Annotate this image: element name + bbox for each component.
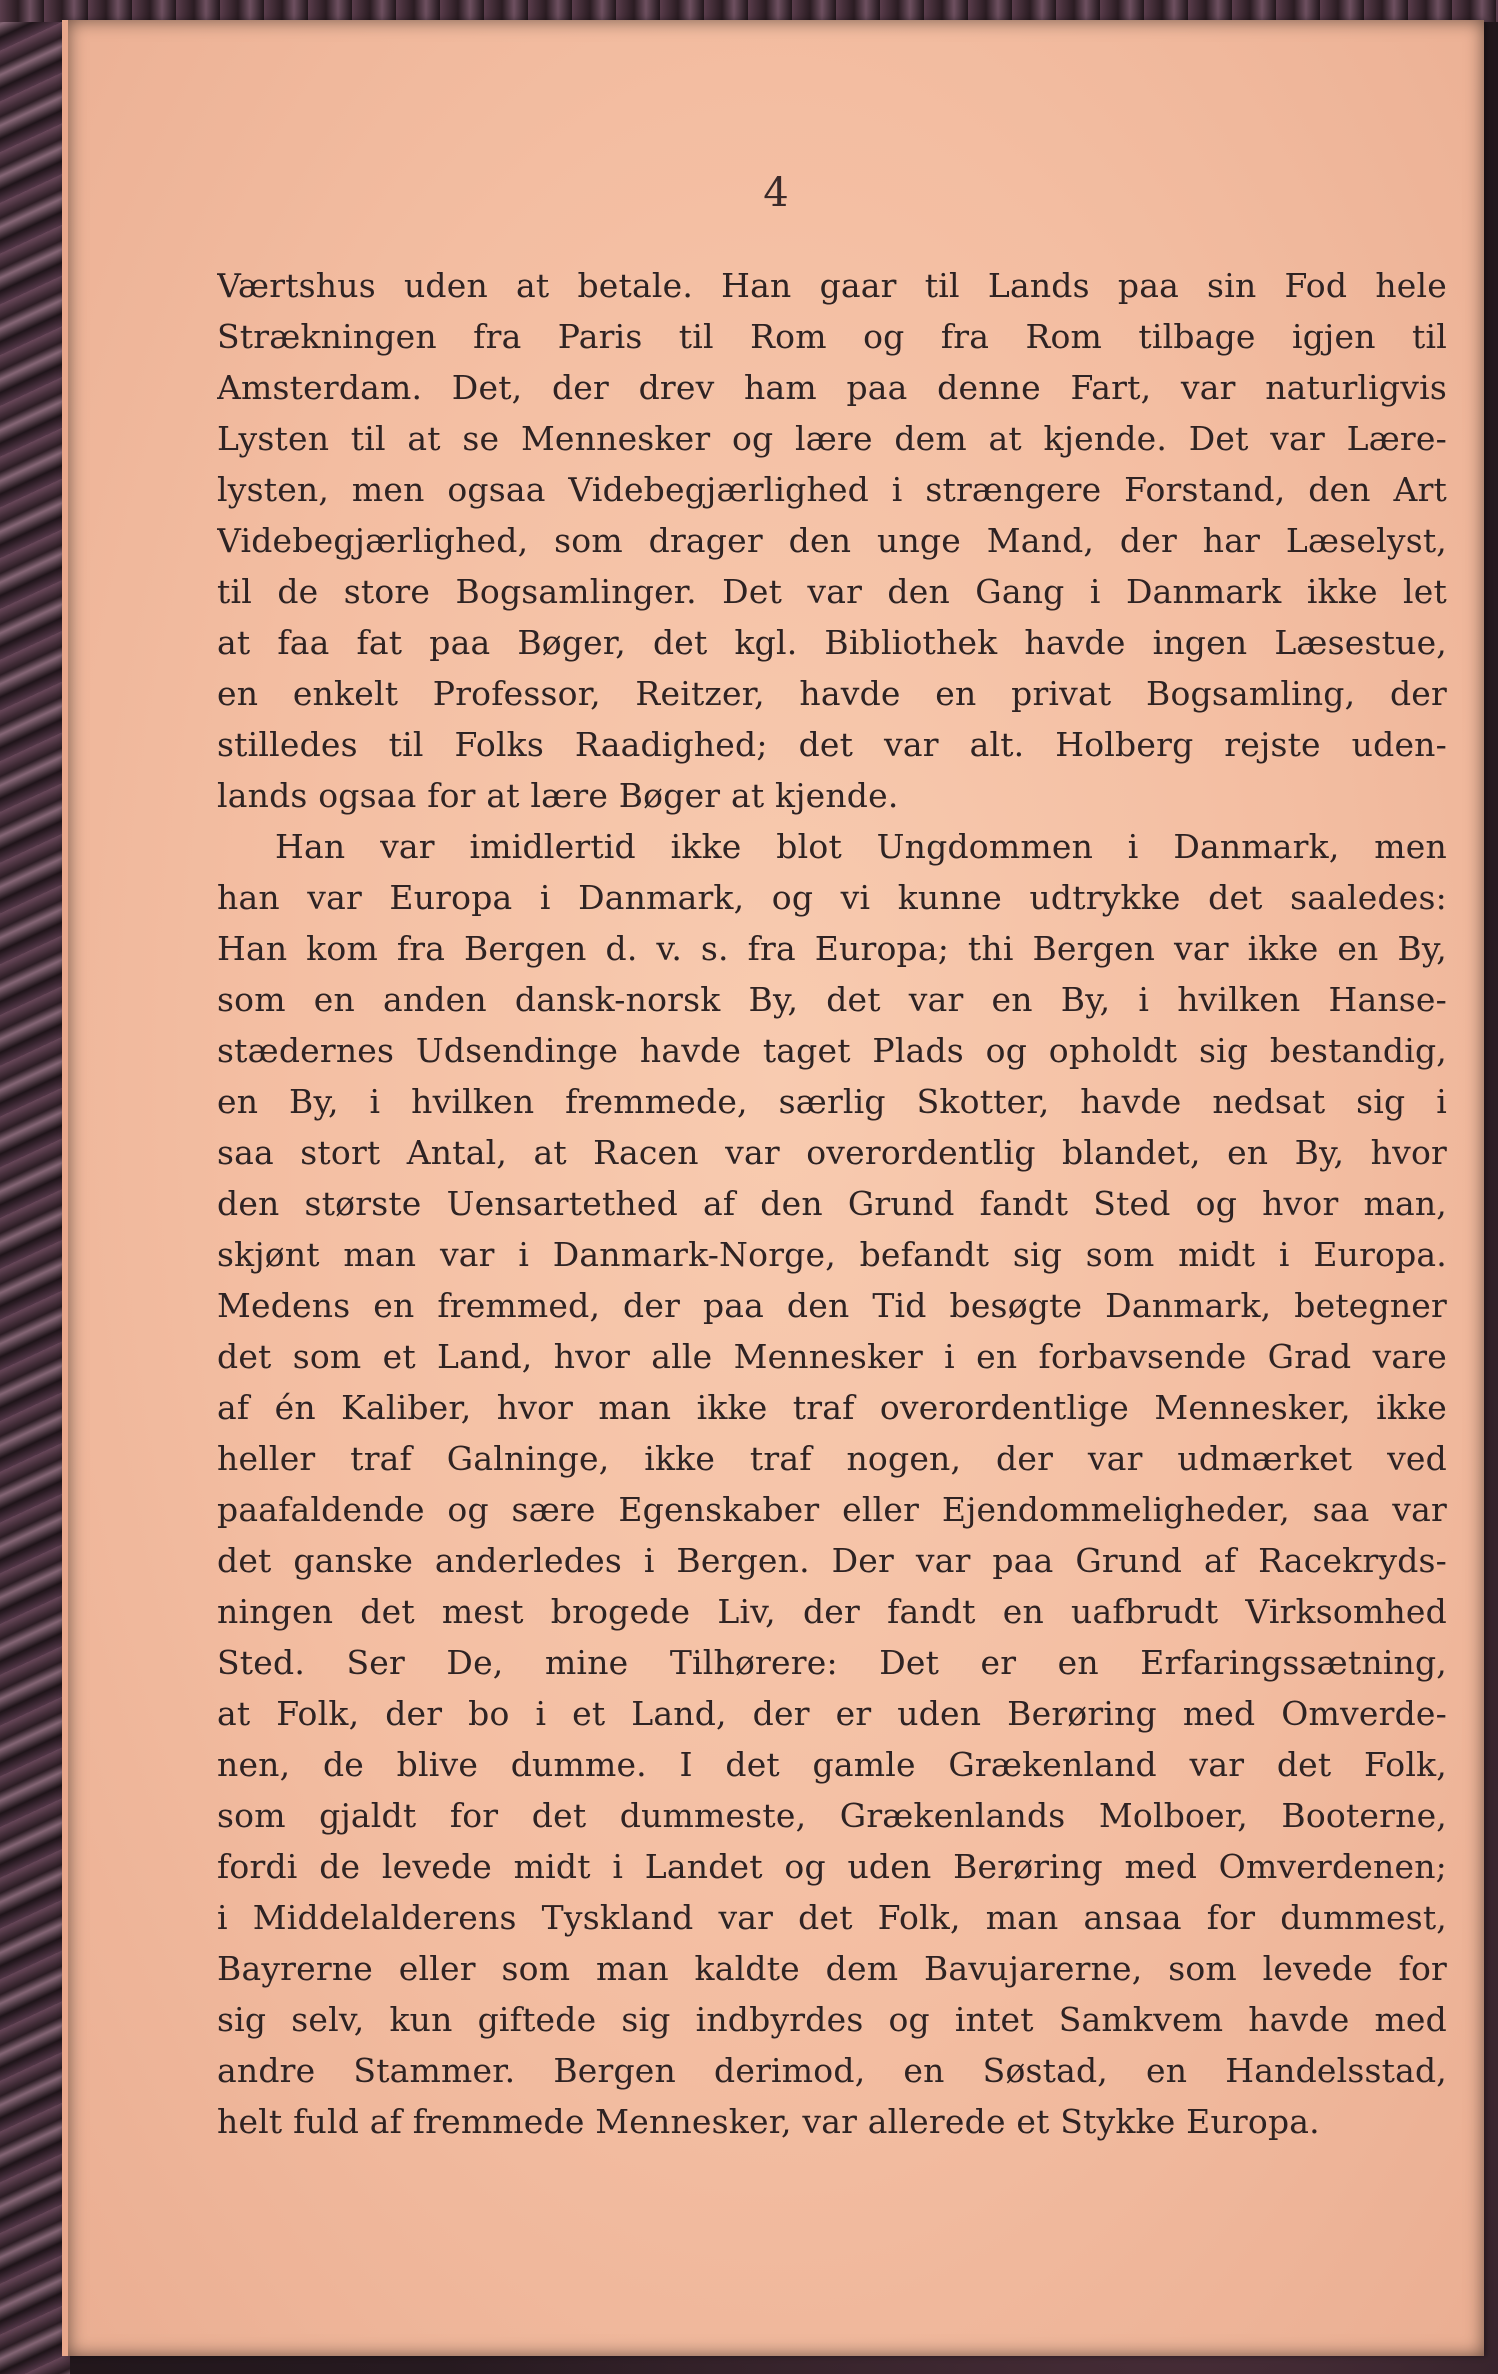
text-line: en By, i hvilken fremmede, særlig Skotter, havde nedsat sig i <box>217 1082 1447 1121</box>
text-line: Strækningen fra Paris til Rom og fra Rom tilbage igjen til <box>217 317 1447 356</box>
text-line: lysten, men ogsaa Videbegjærlighed i strængere Forstand, den Art <box>217 470 1447 509</box>
text-line: i Middelalderens Tyskland var det Folk, man ansaa for dummest, <box>217 1898 1447 1937</box>
book-cover-edge <box>0 0 70 2374</box>
text-line: Medens en fremmed, der paa den Tid besøgte Danmark, betegner <box>217 1286 1447 1325</box>
book-top-edge <box>0 0 1498 22</box>
text-line: Amsterdam. Det, der drev ham paa denne Fart, var naturligvis <box>217 368 1447 407</box>
text-line: helt fuld af fremmede Mennesker, var allerede et Stykke Europa. <box>217 2102 1320 2141</box>
text-line: saa stort Antal, at Racen var overordentlig blandet, en By, hvor <box>217 1133 1447 1172</box>
text-line: Bayrerne eller som man kaldte dem Bavujarerne, som levede for <box>217 1949 1447 1988</box>
text-line: stilledes til Folks Raadighed; det var alt. Holberg rejste uden- <box>217 725 1447 764</box>
text-line: en enkelt Professor, Reitzer, havde en privat Bogsamling, der <box>217 674 1447 713</box>
body-text <box>217 260 1447 2147</box>
text-line: den største Uensartethed af den Grund fandt Sted og hvor man, <box>217 1184 1447 1223</box>
text-line: stædernes Udsendinge havde taget Plads og opholdt sig bestandig, <box>217 1031 1447 1070</box>
text-line: det ganske anderledes i Bergen. Der var paa Grund af Racekryds- <box>217 1541 1447 1580</box>
text-line: skjønt man var i Danmark-Norge, befandt sig som midt i Europa. <box>217 1235 1447 1274</box>
text-line: som en anden dansk-norsk By, det var en By, i hvilken Hanse- <box>217 980 1447 1019</box>
text-line: sig selv, kun giftede sig indbyrdes og intet Samkvem havde med <box>217 2000 1447 2039</box>
text-line: til de store Bogsamlinger. Det var den Gang i Danmark ikke let <box>217 572 1447 611</box>
text-line: paafaldende og sære Egenskaber eller Ejendommeligheder, saa var <box>217 1490 1447 1529</box>
text-line: det som et Land, hvor alle Mennesker i en forbavsende Grad vare <box>217 1337 1447 1376</box>
text-line: lands ogsaa for at lære Bøger at kjende. <box>217 776 899 815</box>
text-line: nen, de blive dumme. I det gamle Grækenland var det Folk, <box>217 1745 1447 1784</box>
text-line: han var Europa i Danmark, og vi kunne udtrykke det saaledes: <box>217 878 1447 917</box>
text-line: Han var imidlertid ikke blot Ungdommen i Danmark, men <box>275 827 1447 866</box>
text-line: heller traf Galninge, ikke traf nogen, der var udmærket ved <box>217 1439 1447 1478</box>
text-line: Sted. Ser De, mine Tilhørere: Det er en Erfaringssætning, <box>217 1643 1447 1682</box>
text-line: at faa fat paa Bøger, det kgl. Bibliothek havde ingen Læsestue, <box>217 623 1447 662</box>
text-line: at Folk, der bo i et Land, der er uden Berøring med Omverde- <box>217 1694 1447 1733</box>
text-line: Han kom fra Bergen d. v. s. fra Europa; thi Bergen var ikke en By, <box>217 929 1447 968</box>
text-line: Værtshus uden at betale. Han gaar til Lands paa sin Fod hele <box>217 266 1447 305</box>
book-page <box>62 20 1484 2356</box>
text-line: Lysten til at se Mennesker og lære dem at kjende. Det var Lære- <box>217 419 1447 458</box>
text-line: Videbegjærlighed, som drager den unge Mand, der har Læselyst, <box>217 521 1447 560</box>
text-line: andre Stammer. Bergen derimod, en Søstad, en Handelsstad, <box>217 2051 1447 2090</box>
text-line: som gjaldt for det dummeste, Grækenlands Molboer, Booterne, <box>217 1796 1447 1835</box>
text-line: af én Kaliber, hvor man ikke traf overordentlige Mennesker, ikke <box>217 1388 1447 1427</box>
text-line: ningen det mest brogede Liv, der fandt en uafbrudt Virksomhed <box>217 1592 1447 1631</box>
text-line: fordi de levede midt i Landet og uden Berøring med Omverdenen; <box>217 1847 1447 1886</box>
page-number: 4 <box>763 170 789 216</box>
